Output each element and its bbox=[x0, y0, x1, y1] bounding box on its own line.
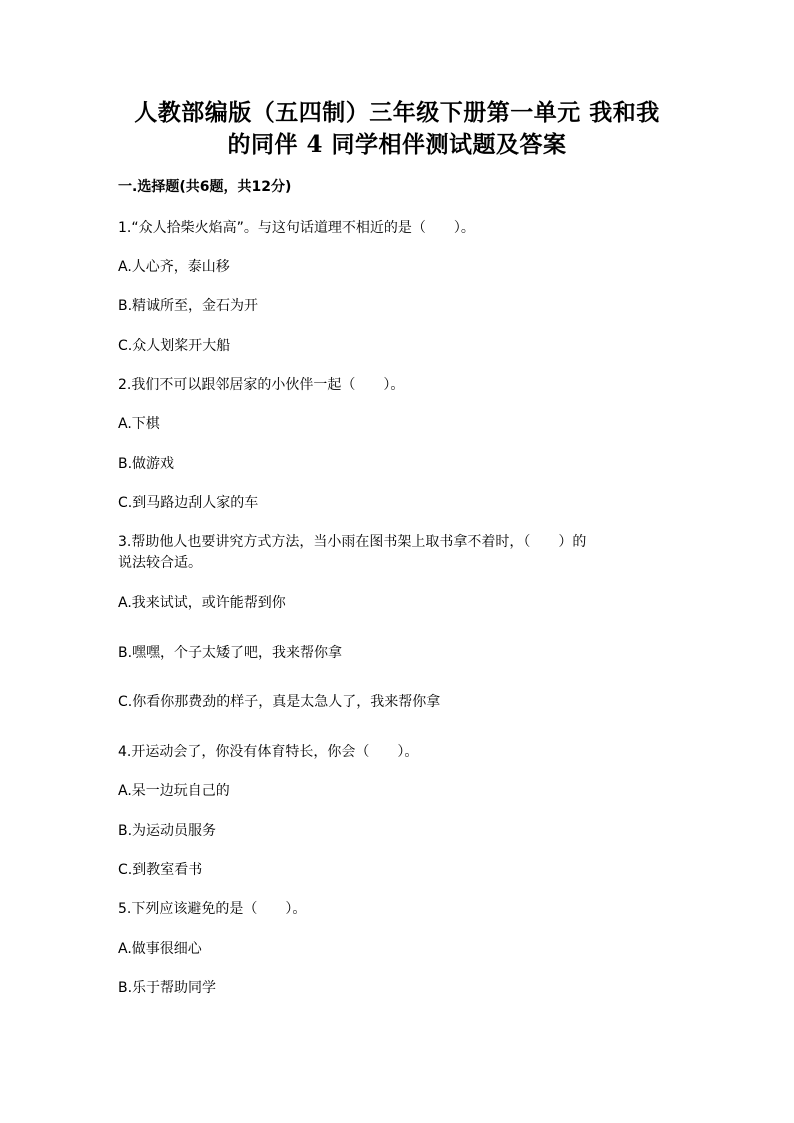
question-3-option-a: A.我来试试，或许能帮到你 bbox=[118, 595, 286, 611]
question-4-option-a: A.呆一边玩自己的 bbox=[118, 783, 230, 799]
question-4-option-c: C.到教室看书 bbox=[118, 862, 203, 878]
question-1-option-b: B.精诚所至，金石为开 bbox=[118, 298, 259, 314]
question-1-stem: 1.“众人拾柴火焰高”。与这句话道理不相近的是（ ）。 bbox=[118, 220, 475, 236]
question-2-stem: 2.我们不可以跟邻居家的小伙伴一起（ ）。 bbox=[118, 377, 405, 393]
question-3-option-c: C.你看你那费劲的样子，真是太急人了，我来帮你拿 bbox=[118, 694, 441, 710]
question-1-option-a: A.人心齐，泰山移 bbox=[118, 259, 230, 275]
document-title-line-1: 人教部编版（五四制）三年级下册第一单元 我和我 bbox=[134, 99, 660, 126]
question-2-option-c: C.到马路边刮人家的车 bbox=[118, 495, 259, 511]
question-1-option-c: C.众人划桨开大船 bbox=[118, 338, 231, 354]
question-4-option-b: B.为运动员服务 bbox=[118, 823, 217, 839]
question-4-stem: 4.开运动会了，你没有体育特长，你会（ ）。 bbox=[118, 744, 419, 760]
question-3-stem-line-1: 3.帮助他人也要讲究方式方法，当小雨在图书架上取书拿不着时，（ ）的 bbox=[118, 534, 587, 550]
question-3-stem-line-2: 说法较合适。 bbox=[118, 555, 202, 571]
question-5-option-a: A.做事很细心 bbox=[118, 941, 202, 957]
question-2-option-b: B.做游戏 bbox=[118, 456, 175, 472]
section-heading: 一.选择题(共6题，共12分) bbox=[118, 179, 292, 195]
question-3-option-b: B.嘿嘿，个子太矮了吧，我来帮你拿 bbox=[118, 645, 343, 661]
document-title-line-2: 的同伴 4 同学相伴测试题及答案 bbox=[227, 131, 567, 158]
question-5-stem: 5.下列应该避免的是（ ）。 bbox=[118, 901, 307, 917]
question-5-option-b: B.乐于帮助同学 bbox=[118, 980, 217, 996]
question-2-option-a: A.下棋 bbox=[118, 416, 160, 432]
